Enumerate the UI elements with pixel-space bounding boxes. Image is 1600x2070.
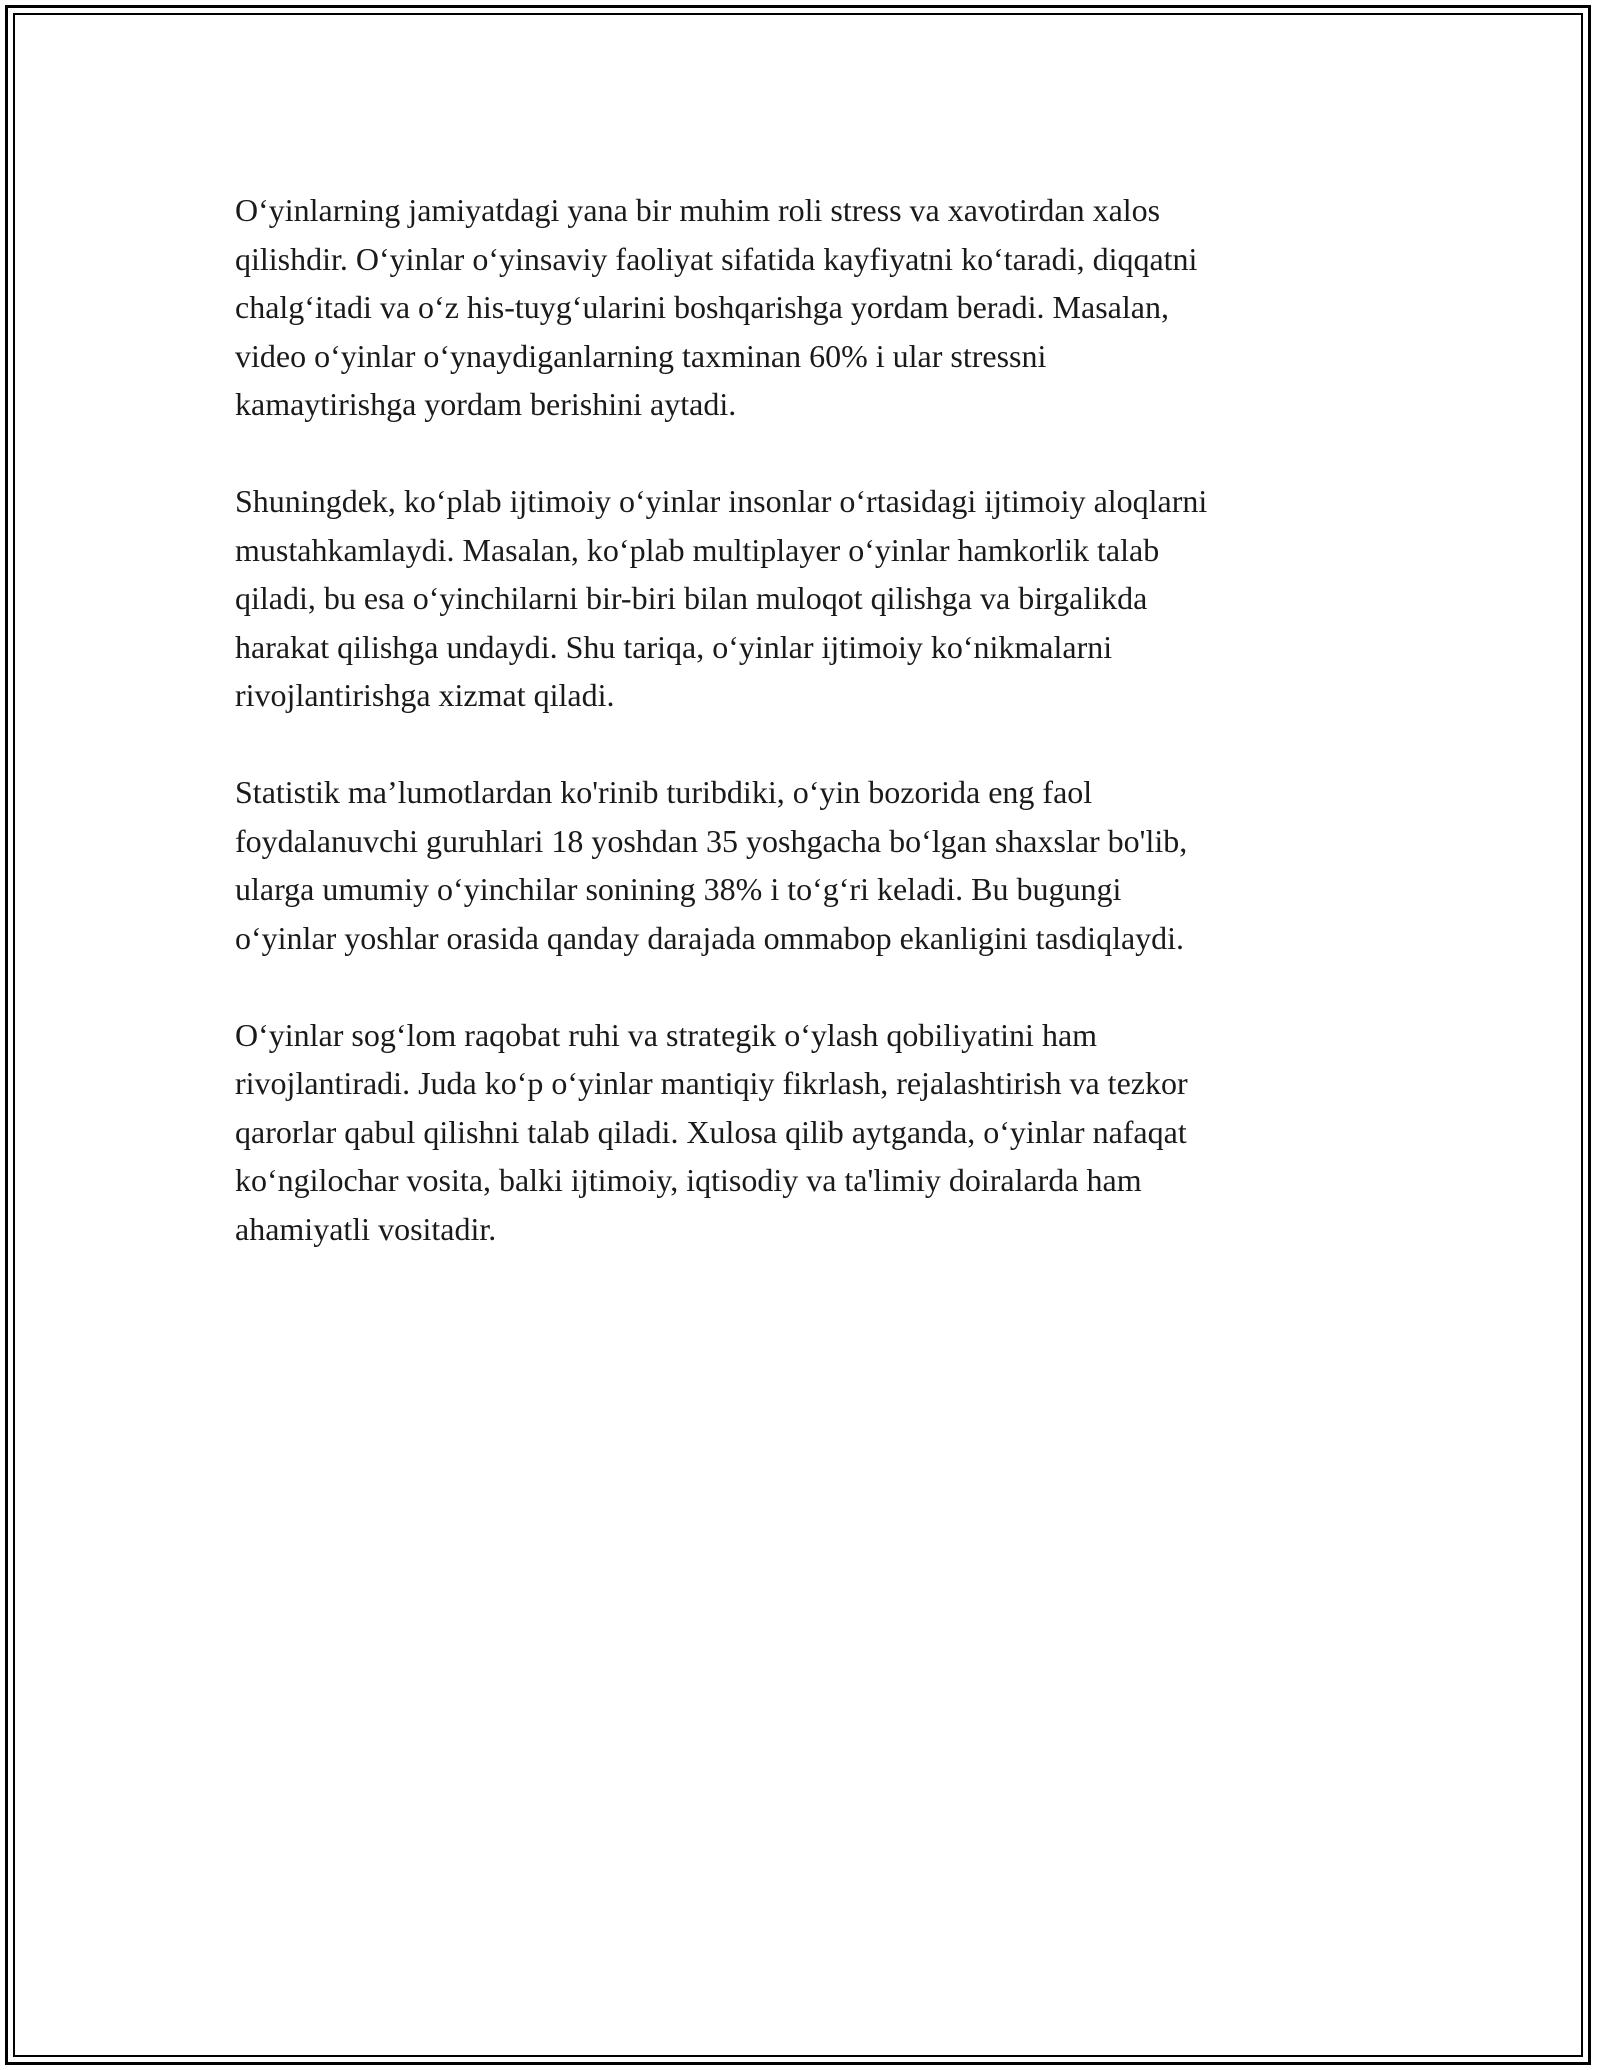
text-line: o‘yinlar yoshlar orasida qanday darajada ommabop ekanligini tasdiqlaydi. [235, 919, 1185, 956]
text-line: qarorlar qabul qilishni talab qiladi. Xulosa qilib aytganda, o‘yinlar nafaqat [235, 1113, 1187, 1150]
text-line: ko‘ngilochar vosita, balki ijtimoiy, iqtisodiy va ta'limiy doiralarda ham [235, 1162, 1142, 1198]
text-line: ularga umumiy o‘yinchilar sonining 38% i to‘g‘ri keladi. Bu bugungi [235, 871, 1122, 907]
text-line: O‘yinlar sog‘lom raqobat ruhi va strategik o‘ylash qobiliyatini ham [235, 1016, 1098, 1053]
text-line: Statistik ma’lumotlardan ko'rinib turibdiki, o‘yin bozorida eng faol [235, 774, 1093, 810]
text-line: harakat qilishga undaydi. Shu tariqa, o‘yinlar ijtimoiy ko‘nikmalarni [235, 628, 1113, 665]
paragraph-strategic-thinking [235, 1011, 1365, 1254]
text-line: Shuningdek, ko‘plab ijtimoiy o‘yinlar insonlar o‘rtasidagi ijtimoiy aloqlarni [235, 483, 1208, 519]
text-line: rivojlantiradi. Juda ko‘p o‘yinlar mantiqiy fikrlash, rejalashtirish va tezkor [235, 1065, 1188, 1101]
text-line: ahamiyatli vositadir. [235, 1210, 497, 1247]
text-line: qilishdir. O‘yinlar o‘yinsaviy faoliyat sifatida kayfiyatni ko‘taradi, diqqatni [235, 240, 1198, 277]
text-line: foydalanuvchi guruhlari 18 yoshdan 35 yoshgacha bo‘lgan shaxslar bo'lib, [235, 822, 1188, 859]
document-body [235, 186, 1365, 1302]
text-line: chalg‘itadi va o‘z his-tuyg‘ularini boshqarishga yordam beradi. Masalan, [235, 289, 1169, 325]
text-line: mustahkamlaydi. Masalan, ko‘plab multiplayer o‘yinlar hamkorlik talab [235, 531, 1160, 568]
paragraph-social-connections [235, 477, 1365, 720]
paragraph-stress-relief [235, 186, 1365, 429]
text-line: rivojlantirishga xizmat qiladi. [235, 677, 615, 713]
text-line: O‘yinlarning jamiyatdagi yana bir muhim roli stress va xavotirdan xalos [235, 192, 1161, 228]
paragraph-statistics [235, 768, 1365, 962]
text-line: qiladi, bu esa o‘yinchilarni bir-biri bilan muloqot qilishga va birgalikda [235, 580, 1148, 616]
text-line: kamaytirishga yordam berishini aytadi. [235, 386, 737, 422]
text-line: video o‘yinlar o‘ynaydiganlarning taxminan 60% i ular stressni [235, 337, 1047, 374]
